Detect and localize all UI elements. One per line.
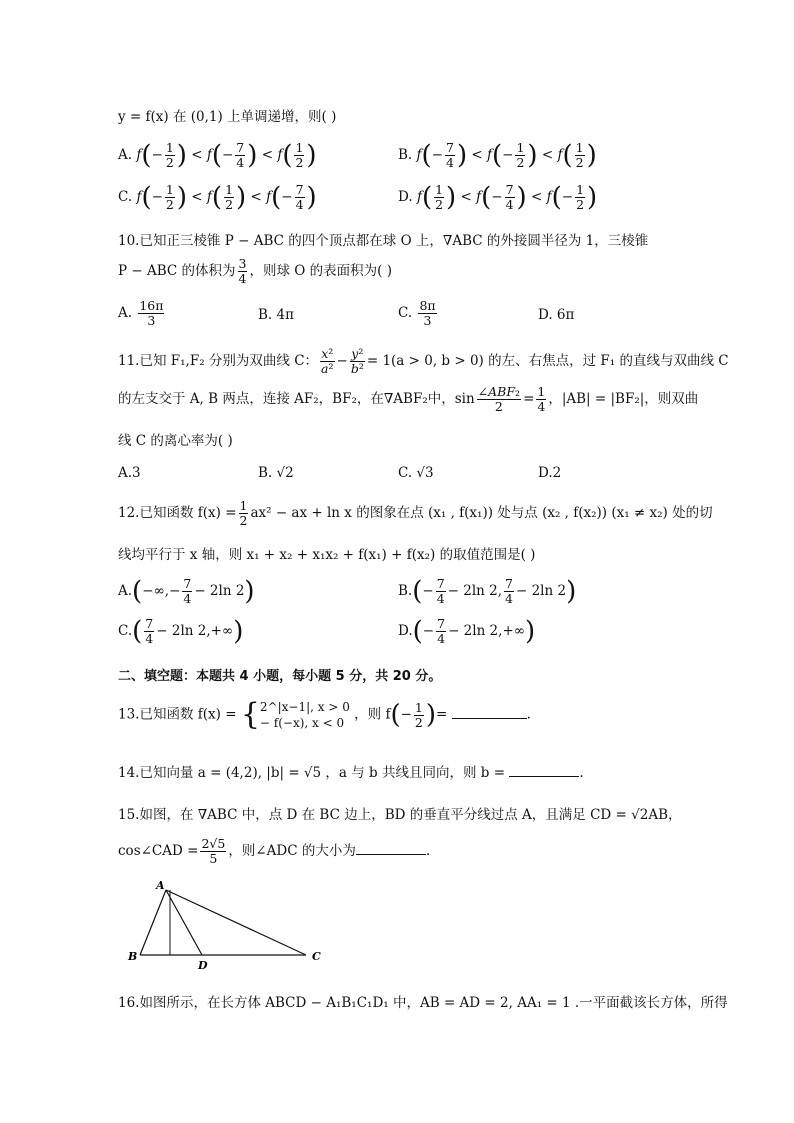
label-a: A	[156, 879, 165, 892]
q12-option-b[interactable]: B.(− $\frac{7}{4}$ − 2ln 2, $\frac{7}{4}$ − 2ln 2)	[398, 576, 577, 607]
q9-option-c[interactable]: C. f(− $\frac{1}{2}$ ) < f( $\frac{1}{2}$ ) < f(− $\frac{7}{4}$ )	[118, 182, 317, 213]
q9-option-d[interactable]: D. f( $\frac{1}{2}$ ) < f(− $\frac{7}{4}$ ) < f(− $\frac{1}{2}$ )	[398, 182, 598, 213]
section-2-heading: 二、填空题：本题共 4 小题，每小题 5 分，共 20 分。	[118, 669, 442, 684]
q9-stem-tail: y = f(x) 在 (0,1) 上单调递增，则( )	[118, 109, 337, 125]
q9-option-b[interactable]: B. f(− $\frac{7}{4}$ ) < f(− $\frac{1}{2}$ ) < f( $\frac{1}{2}$ )	[398, 140, 597, 171]
q13: 13.已知函数 f(x) = { 2^|x−1|, x > 0 − f(−x), x < 0 ，则 f(− $\frac{1}{2}$ )= .	[118, 697, 531, 732]
q12-line1: 12.已知函数 f(x) = $\frac{1}{2}$ ax² − ax + ln x 的图象在点 (x₁ , f(x₁)) 处与点 (x₂ , f(x₂)) (x₁ ≠ x₂) 处的切	[118, 498, 713, 528]
q10-line2: P − ABC 的体积为 $\frac{3}{4}$ ，则球 O 的表面积为( )	[118, 256, 392, 286]
q12-option-d[interactable]: D.(− $\frac{7}{4}$ − 2ln 2,+∞)	[398, 616, 536, 647]
q10-option-a[interactable]: A. $\frac{16\pi}{3}$	[118, 298, 164, 328]
label-d: D	[198, 959, 208, 972]
q15-triangle-figure	[126, 879, 326, 972]
q12-option-c[interactable]: C.( $\frac{7}{4}$ − 2ln 2,+∞)	[118, 616, 244, 647]
label-b: B	[128, 950, 138, 963]
q11-line2: 的左支交于 A, B 两点，连接 AF₂，BF₂，在∇ABF₂中，sin $\frac{\text{∠ABF₂}}{2}$ = $\frac{1}{4}$ ，|AB| = |BF₂|，则双曲	[118, 384, 699, 414]
q15-answer-blank[interactable]	[356, 842, 426, 855]
q15-line1: 15.如图，在 ∇ABC 中，点 D 在 BC 边上，BD 的垂直平分线过点 A，且满足 CD = √2AB，	[118, 807, 682, 823]
q13-answer-blank[interactable]	[452, 706, 527, 719]
segment-ad	[166, 890, 202, 955]
q12-line2: 线均平行于 x 轴，则 x₁ + x₂ + x₁x₂ + f(x₁) + f(x₂) 的取值范围是( )	[118, 547, 536, 563]
q16-line1: 16.如图所示，在长方体 ABCD − A₁B₁C₁D₁ 中，AB = AD = 2, AA₁ = 1 .一平面截该长方体，所得	[118, 995, 728, 1011]
q9-option-a[interactable]: A. f(− $\frac{1}{2}$ ) < f(− $\frac{7}{4}$ ) < f( $\frac{1}{2}$ )	[118, 140, 317, 171]
q14-answer-blank[interactable]	[509, 764, 579, 777]
q10-option-c[interactable]: C. $\frac{8\pi}{3}$	[398, 298, 436, 328]
q11-option-d[interactable]: D.2	[538, 465, 562, 481]
q11-line1: 11.已知 F₁,F₂ 分别为双曲线 C： $\frac{\text{x²}}{\text{a²}}$ − $\frac{\text{y²}}{\text{b²}}$ = 1(a > 0, b > 0) 的左、右焦点，过 F₁ 的直线与双曲线 C	[118, 346, 729, 376]
q10-option-d[interactable]: D. 6π	[538, 307, 575, 323]
q15-line2: cos∠CAD = $\frac{2√5}{5}$ ，则∠ADC 的大小为 .	[118, 836, 431, 866]
q10-line1: 10.已知正三棱锥 P − ABC 的四个顶点都在球 O 上，∇ABC 的外接圆半径为 1，三棱锥	[118, 233, 649, 249]
q11-option-b[interactable]: B. √2	[258, 465, 294, 481]
q10-option-b[interactable]: B. 4π	[258, 307, 294, 323]
segment-ab	[140, 890, 166, 955]
q14: 14.已知向量 a = (4,2), |b| = √5 ，a 与 b 共线且同向，则 b = .	[118, 765, 584, 781]
q12-option-a[interactable]: A.(−∞,− $\frac{7}{4}$ − 2ln 2)	[118, 576, 255, 607]
label-c: C	[312, 950, 321, 963]
q11-line3: 线 C 的离心率为( )	[118, 433, 233, 449]
q11-option-c[interactable]: C. √3	[398, 465, 434, 481]
q11-option-a[interactable]: A.3	[118, 465, 141, 481]
segment-ac	[166, 890, 306, 955]
